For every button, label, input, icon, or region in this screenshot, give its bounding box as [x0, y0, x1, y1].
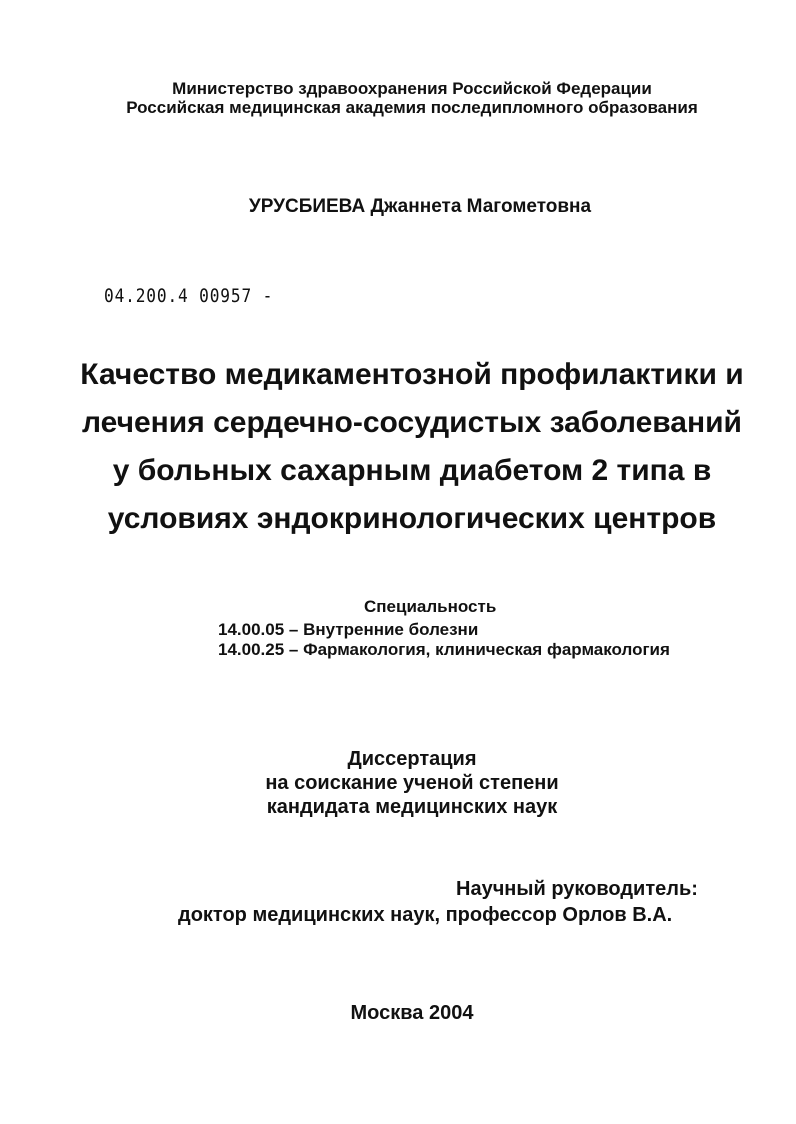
academy-name: Российская медицинская академия последипломного образования [126, 98, 698, 117]
author-name: УРУСБИЕВА Джаннета Магометовна [248, 196, 592, 217]
ministry-name: Министерство здравоохранения Российской Федерации [172, 79, 652, 98]
title-line: условиях эндокринологических центров [107, 502, 717, 535]
specialty-item: 14.00.05 – Внутренние болезни [218, 620, 479, 639]
specialty-heading: Специальность [364, 597, 497, 616]
title-line: лечения сердечно-сосудистых заболеваний [81, 406, 742, 439]
supervisor-name: доктор медицинских наук, профессор Орлов В.А. [178, 904, 673, 926]
title-line: у больных сахарным диабетом 2 типа в [112, 454, 712, 487]
supervisor-label: Научный руководитель: [456, 878, 698, 900]
place-year: Москва 2004 [350, 1002, 474, 1024]
specialty-item: 14.00.25 – Фармакология, клиническая фармакология [218, 640, 670, 659]
dissertation-purpose: на соискание ученой степени [265, 772, 559, 794]
dissertation-degree: кандидата медицинских наук [266, 796, 558, 818]
registration-code: 04.200.4 00957 - [104, 285, 274, 307]
title-line: Качество медикаментозной профилактики и [80, 358, 744, 391]
dissertation-type: Диссертация [347, 748, 477, 770]
